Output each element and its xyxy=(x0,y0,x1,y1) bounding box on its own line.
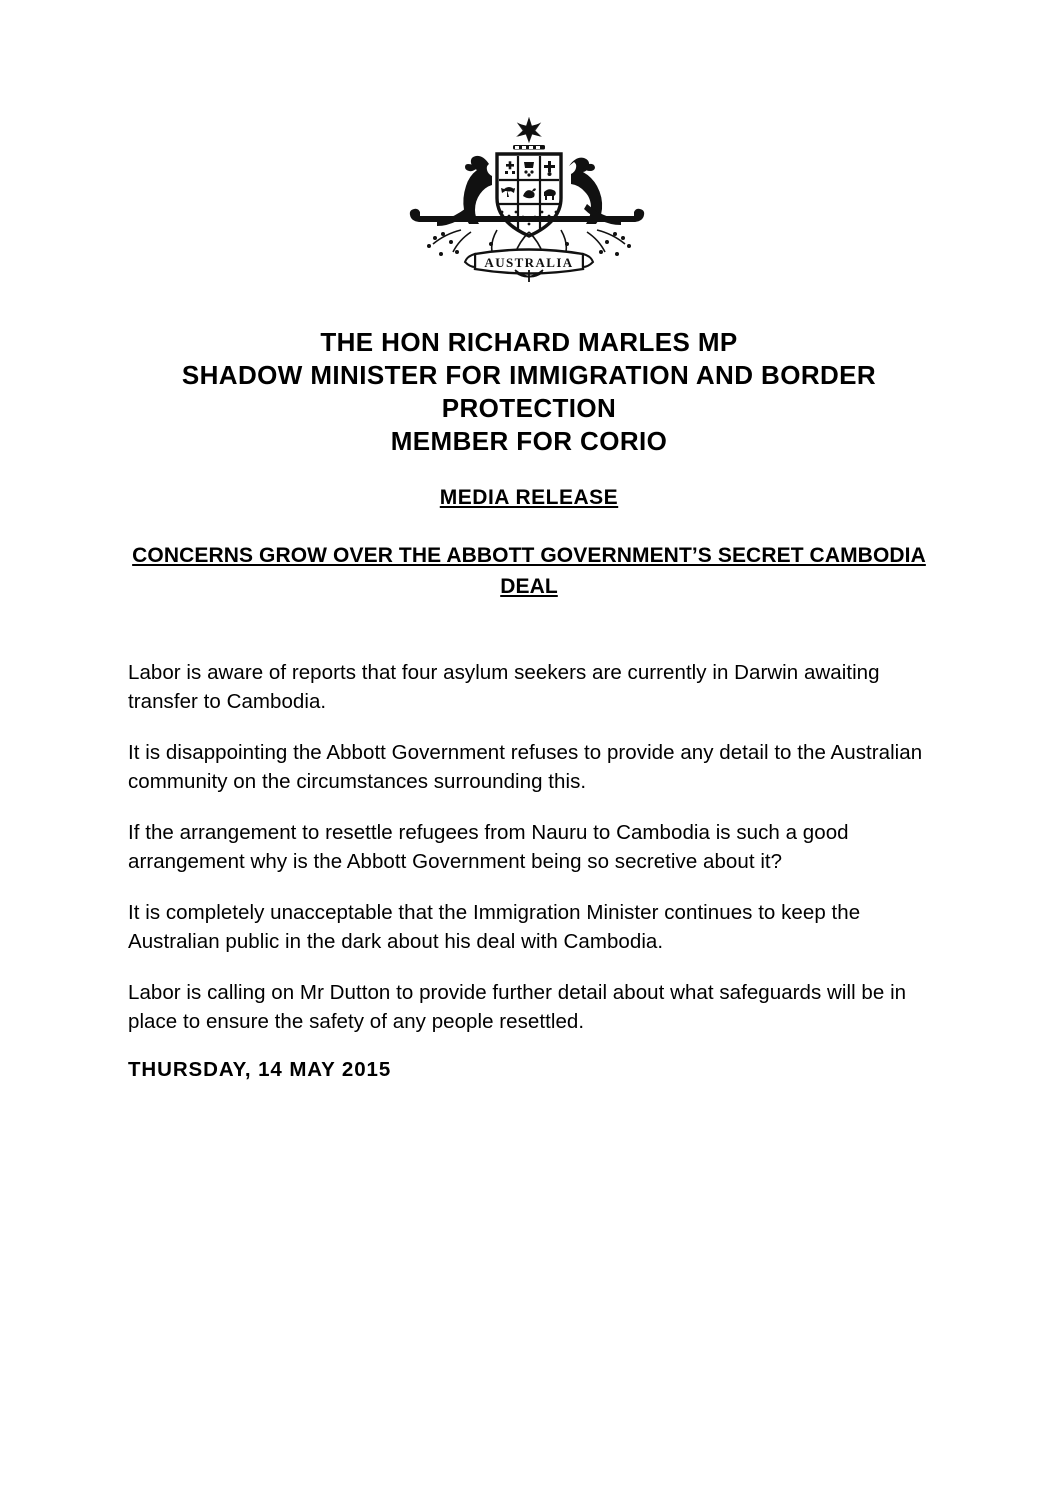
title-line-portfolio: SHADOW MINISTER FOR IMMIGRATION AND BORDER PROTECTION xyxy=(181,360,877,423)
crest-scroll-text: AUSTRALIA xyxy=(484,255,574,270)
title-line-electorate: MEMBER FOR CORIO xyxy=(390,426,668,456)
body-paragraph: If the arrangement to resettle refugees from Nauru to Cambodia is such a good arrangement why is the Abbott Government being so secretive about it? xyxy=(128,821,849,873)
body-paragraph: Labor is aware of reports that four asylum seekers are currently in Darwin awaiting transfer to Cambodia. xyxy=(128,661,880,713)
body-paragraph: It is completely unacceptable that the Immigration Minister continues to keep the Australian public in the dark about his deal with Cambodia. xyxy=(128,901,861,953)
letterhead-titles xyxy=(0,326,1058,458)
body-paragraph: Labor is calling on Mr Dutton to provide further detail about what safeguards will be in place to ensure the safety of any people resettled. xyxy=(128,981,907,1033)
media-release-subject-text: CONCERNS GROW OVER THE ABBOTT GOVERNMENT’S SECRET CAMBODIA DEAL xyxy=(132,544,926,598)
title-line-name: THE HON RICHARD MARLES MP xyxy=(320,327,738,357)
media-release-body xyxy=(0,658,1058,1082)
media-release-subject xyxy=(0,540,1058,602)
release-date: THURSDAY, 14 MAY 2015 xyxy=(128,1058,392,1081)
body-paragraph: It is disappointing the Abbott Government refuses to provide any detail to the Australian community on the circumstances surrounding this. xyxy=(128,741,923,793)
australian-coat-of-arms-icon xyxy=(401,112,657,284)
crest-container xyxy=(0,0,1058,284)
media-release-label: MEDIA RELEASE xyxy=(439,486,619,509)
